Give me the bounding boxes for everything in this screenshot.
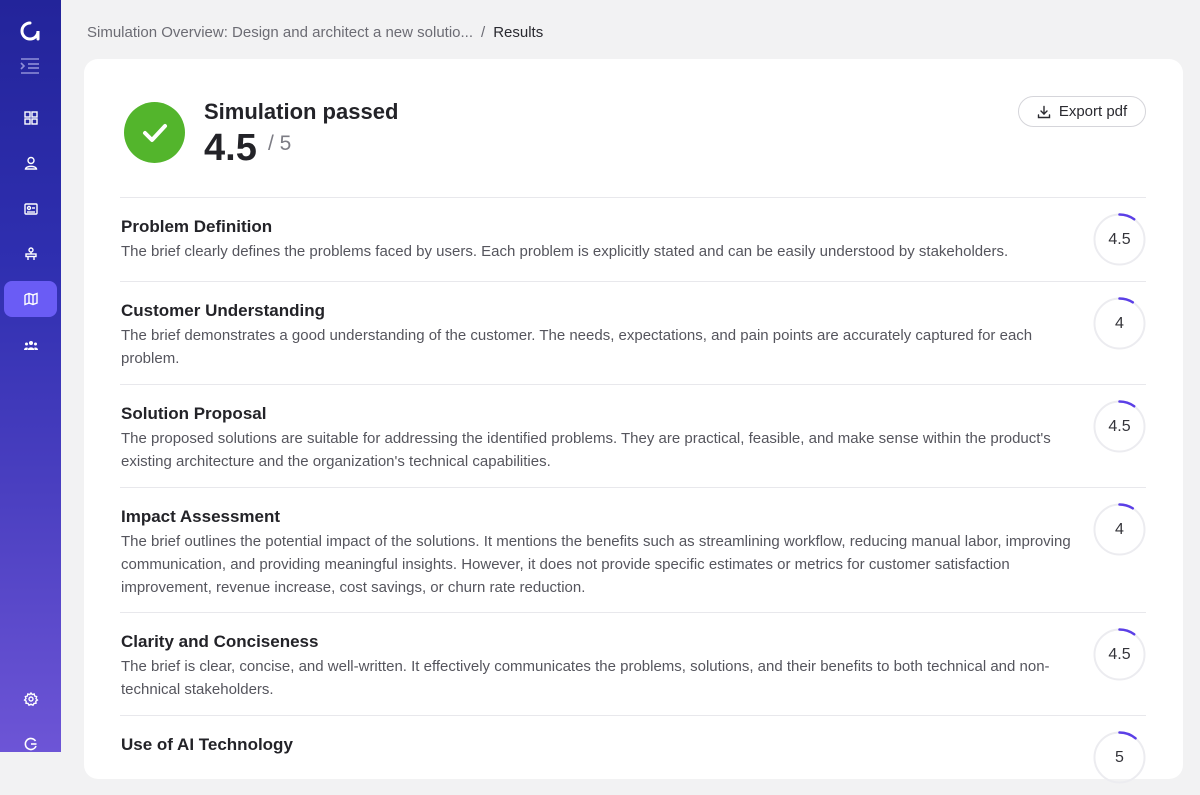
criterion-title: Use of AI Technology	[121, 735, 293, 754]
criterion-row	[120, 281, 1146, 384]
criterion-description: The brief is clear, concise, and well-written. It effectively communicates the problems, solutions, and their benefits to both technical and non-technical stakeholders.	[121, 658, 1050, 698]
criterion-score: 4	[1115, 520, 1124, 538]
logout-icon	[24, 737, 38, 751]
criterion-row	[120, 612, 1146, 715]
overall-score-max: / 5	[268, 132, 292, 155]
results-card	[84, 59, 1183, 779]
sidebar-item-settings[interactable]	[4, 681, 57, 717]
result-status: Simulation passed	[204, 99, 399, 124]
user-icon	[24, 156, 38, 170]
criterion-title: Problem Definition	[121, 217, 273, 236]
criterion-row	[120, 715, 1146, 795]
criterion-row	[120, 487, 1146, 612]
download-icon	[1037, 105, 1051, 119]
export-pdf-label: Export pdf	[1058, 103, 1128, 120]
sidebar-item-logout[interactable]	[4, 726, 57, 762]
passed-check-icon	[124, 102, 185, 163]
criterion-title: Customer Understanding	[121, 301, 326, 320]
criterion-title: Impact Assessment	[121, 507, 281, 526]
criterion-description: The brief outlines the potential impact of the solutions. It mentions the benefits such as streamlining workflow, reducing manual labor, improving communication, and providing meaningful insights. However, it does not provide specific estimates or metrics for customer satisfaction improvement, revenue increase, cost savings, or churn rate reduction.	[121, 533, 1071, 596]
app-logo-icon[interactable]	[19, 20, 41, 42]
criterion-description: The brief clearly defines the problems faced by users. Each problem is explicitly stated and can be easily understood by stakeholders.	[121, 243, 1009, 260]
dashboard-icon	[24, 111, 38, 125]
criterion-row	[120, 197, 1146, 281]
team-icon	[24, 338, 38, 352]
criterion-description: The brief demonstrates a good understanding of the customer. The needs, expectations, and pain points are accurately captured for each problem.	[121, 327, 1033, 367]
sidebar-item-cards[interactable]	[4, 191, 57, 227]
criterion-score: 5	[1115, 748, 1124, 766]
sidebar-item-profile[interactable]	[4, 145, 57, 181]
overall-score: 4.5	[204, 127, 257, 169]
sidebar-item-team[interactable]	[4, 327, 57, 363]
breadcrumb-separator: /	[481, 24, 486, 41]
criterion-score: 4.5	[1108, 645, 1131, 663]
settings-icon	[24, 692, 38, 706]
breadcrumb-parent-link[interactable]: Simulation Overview: Design and architect a new solutio...	[87, 24, 474, 41]
sidebar	[0, 0, 61, 752]
id-card-icon	[24, 202, 38, 216]
criterion-description: The proposed solutions are suitable for addressing the identified problems. They are practical, feasible, and make sense within the product's existing architecture and the organization's technical capabilities.	[121, 430, 1051, 470]
sidebar-item-components[interactable]	[4, 236, 57, 272]
criterion-row	[120, 384, 1146, 487]
map-icon	[24, 292, 38, 306]
criterion-score: 4.5	[1108, 230, 1131, 248]
criterion-score: 4.5	[1108, 417, 1131, 435]
criterion-title: Clarity and Conciseness	[121, 632, 319, 651]
criterion-score: 4	[1115, 314, 1124, 332]
sidebar-item-dashboard[interactable]	[4, 100, 57, 136]
breadcrumb-current: Results	[493, 24, 544, 41]
sidebar-toggle-icon[interactable]	[20, 57, 40, 75]
sidebar-item-simulations[interactable]	[4, 281, 57, 317]
component-icon	[24, 247, 38, 261]
criterion-title: Solution Proposal	[121, 404, 267, 423]
breadcrumb	[87, 24, 543, 41]
export-pdf-button[interactable]	[1018, 96, 1146, 127]
